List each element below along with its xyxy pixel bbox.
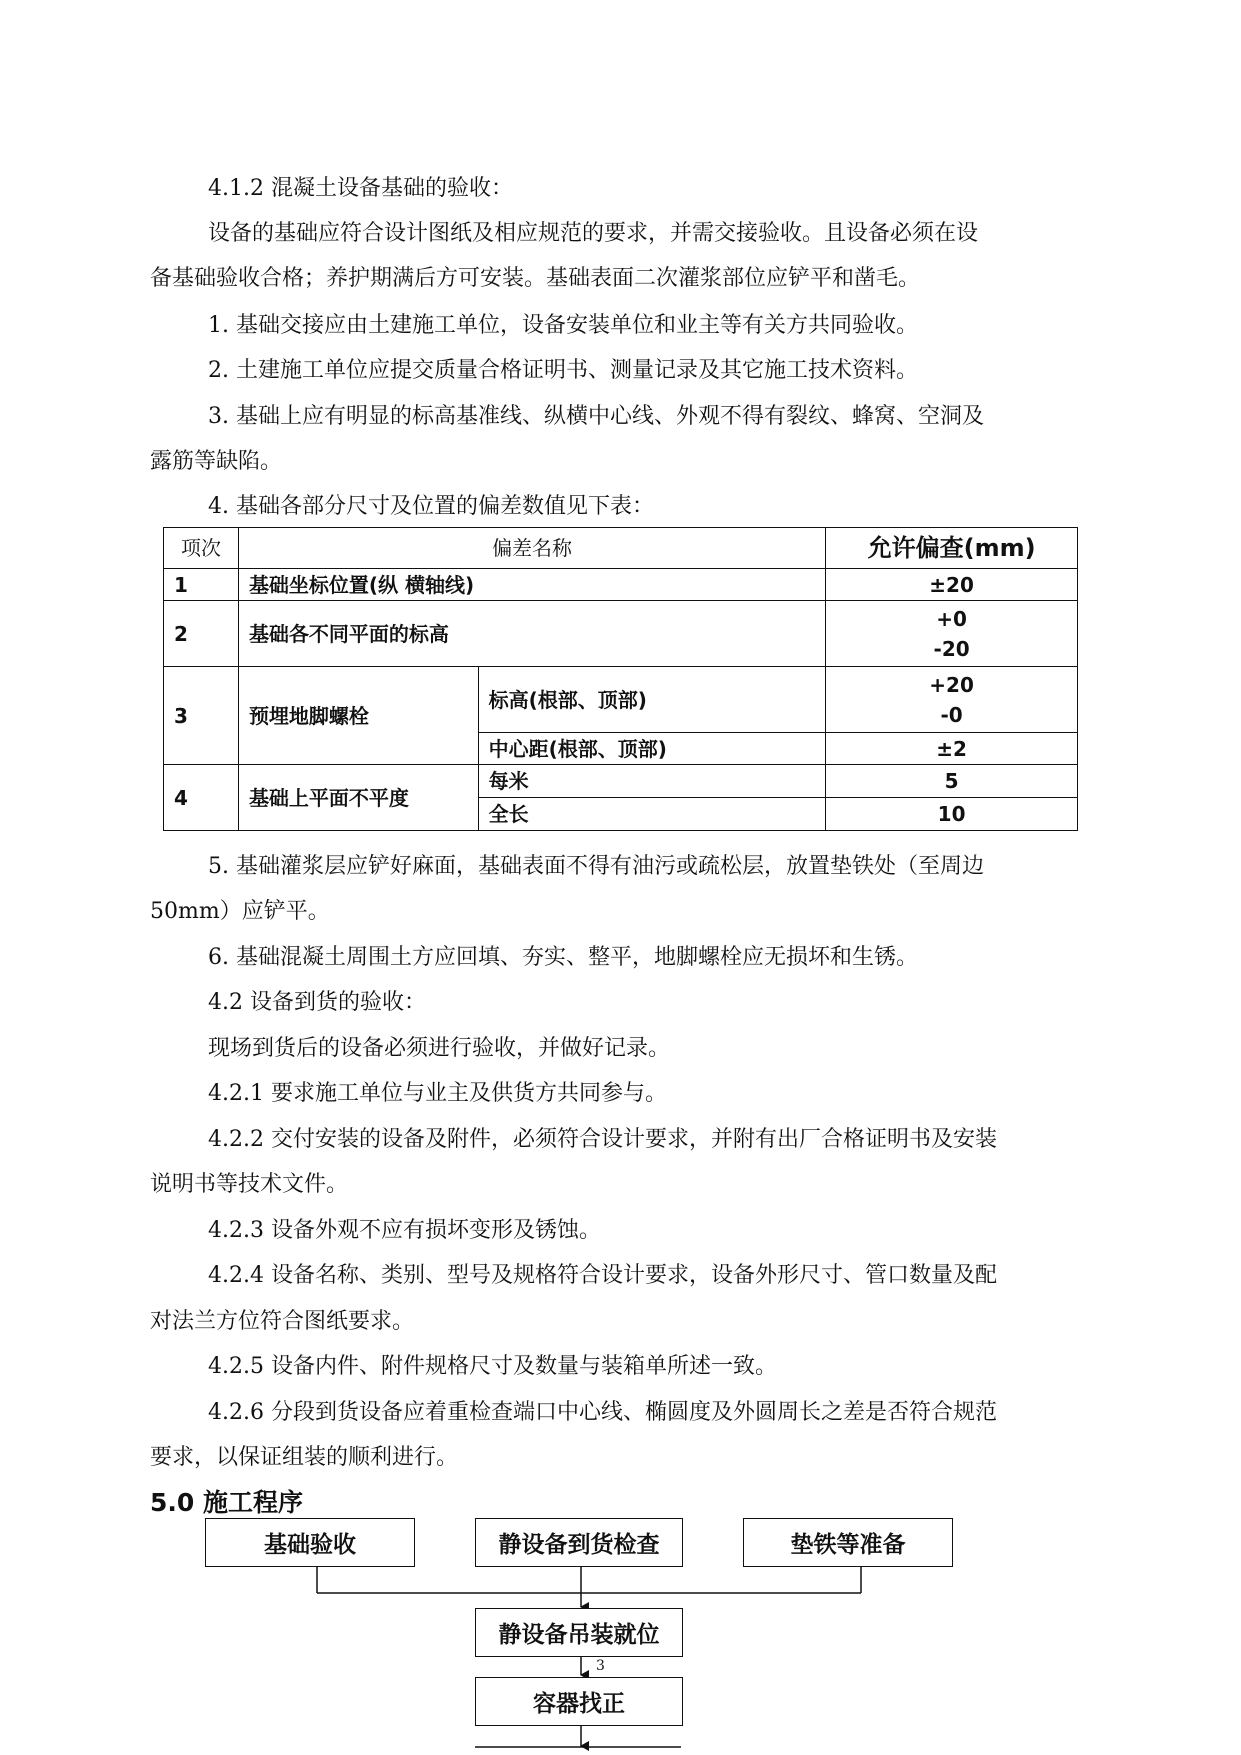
- row-name: 基础坐标位置(纵 横轴线): [238, 569, 825, 601]
- paragraph-4-1-2-heading: 4.1.2 混凝土设备基础的验收：: [208, 176, 513, 201]
- paragraph-4-2-6: 4.2.6 分段到货设备应着重检查端口中心线、椭圆度及外圆周长之差是否符合规范: [208, 1400, 997, 1425]
- list-item-5: 5. 基础灌浆层应铲好麻面，基础表面不得有油污或疏松层，放置垫铁处（至周边: [208, 854, 984, 879]
- row-no: 4: [164, 765, 239, 831]
- row-name: 预埋地脚螺栓: [238, 667, 478, 765]
- flow-box-equipment-arrival-check: 静设备到货检查: [475, 1518, 683, 1567]
- header-no: 项次: [164, 528, 239, 569]
- list-item-3: 3. 基础上应有明显的标高基准线、纵横中心线、外观不得有裂纹、蜂窝、空洞及: [208, 404, 984, 429]
- row-subname: 标高(根部、顶部): [478, 667, 826, 733]
- row-subname: 全长: [478, 798, 826, 831]
- list-item-2: 2. 土建施工单位应提交质量合格证明书、测量记录及其它施工技术资料。: [208, 358, 918, 383]
- value-line: -20: [933, 636, 970, 661]
- value-line: +0: [936, 606, 967, 631]
- value-line: +20: [929, 672, 974, 697]
- row-value: ±20: [826, 569, 1078, 601]
- list-item-5-cont: 50mm）应铲平。: [150, 899, 330, 924]
- paragraph: 现场到货后的设备必须进行验收，并做好记录。: [208, 1036, 671, 1061]
- row-name: 基础各不同平面的标高: [238, 601, 825, 667]
- row-value: 5: [826, 765, 1078, 798]
- paragraph-4-2-1: 4.2.1 要求施工单位与业主及供货方共同参与。: [208, 1081, 667, 1106]
- row-no: 1: [164, 569, 239, 601]
- flow-box-lifting-positioning: 静设备吊装就位: [475, 1608, 683, 1657]
- row-subname: 中心距(根部、顶部): [478, 733, 826, 765]
- list-item-4: 4. 基础各部分尺寸及位置的偏差数值见下表：: [208, 494, 654, 519]
- paragraph-4-2-4-cont: 对法兰方位符合图纸要求。: [150, 1309, 415, 1334]
- paragraph: 备基础验收合格；养护期满后方可安装。基础表面二次灌浆部位应铲平和凿毛。: [150, 266, 921, 291]
- row-value: ±2: [826, 733, 1078, 765]
- paragraph: 设备的基础应符合设计图纸及相应规范的要求，并需交接验收。且设备必须在设: [208, 221, 979, 246]
- flow-box-foundation-acceptance: 基础验收: [205, 1518, 415, 1567]
- paragraph-4-2-6-cont: 要求，以保证组装的顺利进行。: [150, 1445, 459, 1470]
- paragraph-4-2-3: 4.2.3 设备外观不应有损坏变形及锈蚀。: [208, 1218, 601, 1243]
- row-subname: 每米: [478, 765, 826, 798]
- paragraph-4-2-2-cont: 说明书等技术文件。: [150, 1172, 349, 1197]
- paragraph-4-2-2: 4.2.2 交付安装的设备及附件，必须符合设计要求，并附有出厂合格证明书及安装: [208, 1127, 997, 1152]
- paragraph-4-2-5: 4.2.5 设备内件、附件规格尺寸及数量与装箱单所述一致。: [208, 1354, 777, 1379]
- section-heading: 5.0 施工程序: [150, 1488, 303, 1517]
- header-name: 偏差名称: [238, 528, 825, 569]
- paragraph-4-2-4: 4.2.4 设备名称、类别、型号及规格符合设计要求，设备外形尺寸、管口数量及配: [208, 1263, 997, 1288]
- header-value: 允许偏查(mm): [826, 528, 1078, 569]
- row-no: 3: [164, 667, 239, 765]
- page-number: 3: [596, 1658, 605, 1674]
- value-line: -0: [940, 702, 963, 727]
- list-item-3-cont: 露筋等缺陷。: [150, 449, 283, 474]
- row-name: 基础上平面不平度: [238, 765, 478, 831]
- row-no: 2: [164, 601, 239, 667]
- row-value: 10: [826, 798, 1078, 831]
- list-item-6: 6. 基础混凝土周围土方应回填、夯实、整平，地脚螺栓应无损坏和生锈。: [208, 945, 918, 970]
- paragraph-4-2-heading: 4.2 设备到货的验收：: [208, 990, 426, 1015]
- list-item-1: 1. 基础交接应由土建施工单位，设备安装单位和业主等有关方共同验收。: [208, 313, 918, 338]
- flow-box-shim-preparation: 垫铁等准备: [743, 1518, 953, 1567]
- flow-box-vessel-alignment: 容器找正: [475, 1677, 683, 1726]
